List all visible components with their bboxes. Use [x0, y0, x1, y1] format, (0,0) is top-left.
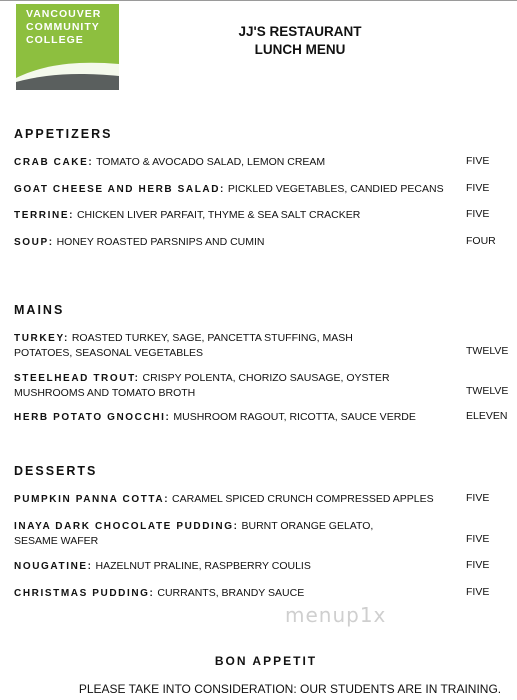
item-description: MUSHROOM RAGOUT, RICOTTA, SAUCE VERDE: [170, 411, 416, 423]
logo-line-3: COLLEGE: [26, 34, 84, 46]
item-description: HAZELNUT PRALINE, RASPBERRY COULIS: [92, 560, 311, 572]
logo-swoosh-icon: [16, 52, 119, 90]
item-price: FIVE: [466, 208, 490, 220]
item-price: TWELVE: [466, 385, 509, 397]
desserts-heading: DESSERTS: [14, 464, 98, 478]
item-description: TOMATO & AVOCADO SALAD, LEMON CREAM: [93, 156, 326, 168]
item-name: CRAB CAKE:: [14, 157, 94, 168]
closing-line: BON APPETIT: [214, 654, 318, 668]
menu-item: [14, 492, 464, 507]
menu-item: [14, 586, 464, 601]
menu-item: [14, 410, 464, 425]
item-name: NOUGATINE:: [14, 561, 93, 572]
item-price: FIVE: [466, 492, 490, 504]
menu-item: [14, 155, 464, 170]
menu-item: [14, 208, 464, 223]
top-rule: [0, 0, 517, 1]
item-description: BURNT ORANGE GELATO, SESAME WAFER: [14, 520, 374, 547]
item-description: PICKLED VEGETABLES, CANDIED PECANS: [224, 183, 444, 195]
menu-item: [14, 331, 414, 360]
mains-heading: MAINS: [14, 303, 65, 317]
item-name: CHRISTMAS PUDDING:: [14, 588, 155, 599]
item-description: HONEY ROASTED PARSNIPS AND CUMIN: [53, 236, 265, 248]
item-price: FIVE: [466, 533, 490, 545]
item-name: GOAT CHEESE AND HERB SALAD:: [14, 184, 225, 195]
item-name: TERRINE:: [14, 210, 75, 221]
logo-line-1: VANCOUVER: [26, 8, 102, 20]
logo-line-2: COMMUNITY: [26, 21, 100, 33]
item-name: HERB POTATO GNOCCHI:: [14, 412, 171, 423]
item-price: ELEVEN: [466, 410, 508, 422]
item-name: STEELHEAD TROUT:: [14, 373, 140, 384]
item-description: CHICKEN LIVER PARFAIT, THYME & SEA SALT CRACKER: [74, 209, 361, 221]
item-description: CARAMEL SPICED CRUNCH COMPRESSED APPLES: [169, 493, 434, 505]
item-description: ROASTED TURKEY, SAGE, PANCETTA STUFFING, MASH POTATOES, SEASONAL VEGETABLES: [14, 332, 353, 359]
menu-item: [14, 559, 464, 574]
college-logo: [16, 4, 119, 90]
restaurant-name: JJ'S RESTAURANT: [238, 24, 362, 39]
item-name: SOUP:: [14, 237, 54, 248]
watermark: menup1x: [285, 603, 387, 627]
menu-title: LUNCH MENU: [254, 42, 346, 57]
item-price: FIVE: [466, 182, 490, 194]
item-description: CURRANTS, BRANDY SAUCE: [154, 587, 305, 599]
item-price: FIVE: [466, 155, 490, 167]
item-price: FIVE: [466, 586, 490, 598]
item-price: TWELVE: [466, 345, 509, 357]
menu-item: [14, 371, 459, 400]
item-description: CRISPY POLENTA, CHORIZO SAUSAGE, OYSTER MUSHROOMS AND TOMATO BROTH: [14, 372, 390, 399]
item-price: FIVE: [466, 559, 490, 571]
menu-item: [14, 182, 464, 197]
item-name: PUMPKIN PANNA COTTA:: [14, 494, 170, 505]
item-name: INAYA DARK CHOCOLATE PUDDING:: [14, 521, 239, 532]
training-notice: PLEASE TAKE INTO CONSIDERATION: OUR STUDENTS ARE IN TRAINING.: [78, 682, 502, 696]
logo-text: [22, 8, 101, 47]
item-name: TURKEY:: [14, 333, 69, 344]
menu-item: [14, 519, 414, 548]
item-price: FOUR: [466, 235, 496, 247]
appetizers-heading: APPETIZERS: [14, 127, 113, 141]
menu-item: [14, 235, 464, 250]
